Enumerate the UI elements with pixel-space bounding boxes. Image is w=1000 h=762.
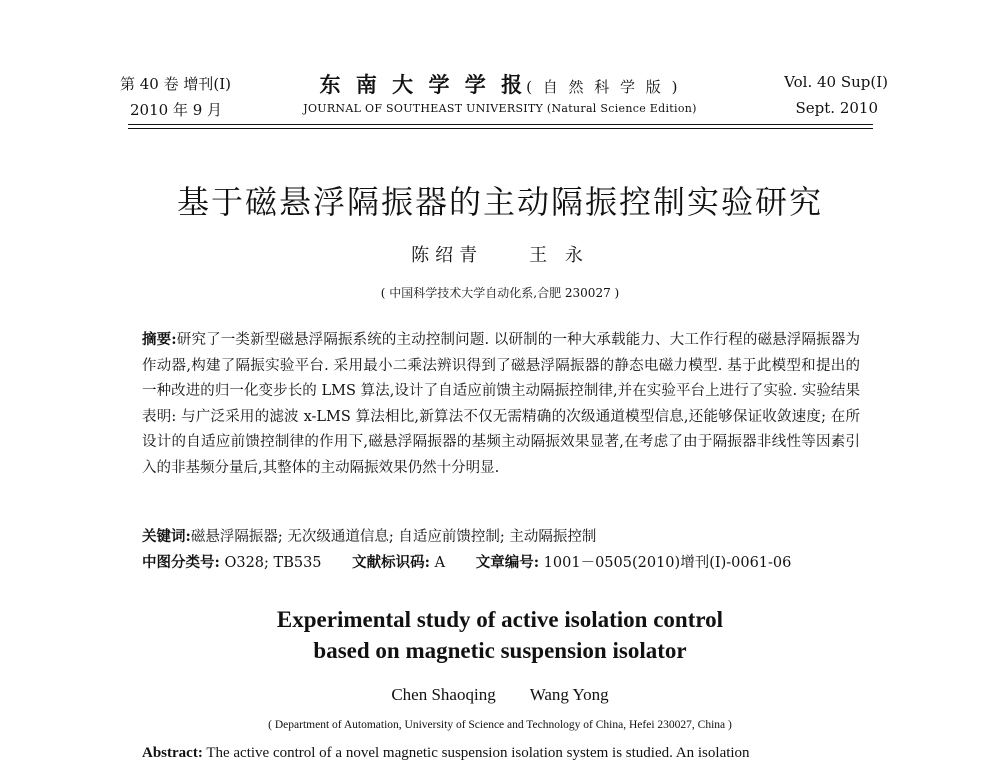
- keywords-zh-text: 磁悬浮隔振器; 无次级通道信息; 自适应前馈控制; 主动隔振控制: [190, 529, 597, 545]
- journal-edition-zh: ( 自 然 科 学 版 ): [526, 78, 681, 96]
- keywords-zh: [142, 525, 860, 546]
- paper-title-en-line2: based on magnetic suspension isolator: [313, 638, 687, 663]
- author-zh-1: 陈绍青: [411, 245, 484, 266]
- abstract-zh: [142, 327, 860, 481]
- journal-title-en: JOURNAL OF SOUTHEAST UNIVERSITY (Natural Science Edition): [303, 102, 697, 115]
- abstract-en-label: Abstract:: [142, 745, 203, 761]
- classification-line: [142, 551, 902, 572]
- article-number-value: 1001－0505(2010)增刊(Ⅰ)-0061-06: [543, 555, 792, 571]
- author-zh-2: 王 永: [529, 245, 589, 266]
- paper-title-en: [0, 604, 1000, 666]
- clc-label: 中图分类号:: [142, 554, 220, 571]
- volume-en: Vol. 40 Sup(Ⅰ): [784, 73, 888, 91]
- abstract-en: [142, 745, 862, 762]
- clc-value: O328; TB535: [224, 555, 322, 571]
- paper-title-zh: 基于磁悬浮隔振器的主动隔振控制实验研究: [176, 183, 823, 221]
- keywords-zh-label: 关键词:: [142, 528, 191, 545]
- affiliation-zh: ( 中国科学技术大学自动化系,合肥 230027 ): [380, 286, 620, 300]
- abstract-zh-text: 研究了一类新型磁悬浮隔振系统的主动控制问题. 以研制的一种大承载能力、大工作行程的磁悬浮隔振器为作动器,构建了隔振实验平台. 采用最小二乘法辨识得到了磁悬浮隔振器的静态电磁力模型. 基于此模型和提出的一种改进的归一化变步长的 LMS 算法,设计了自适应前馈主动隔振控制律,并在实验平台上进行了实验. 实验结果表明: 与广泛采用的滤波 x-LMS 算法相比,新算法不仅无需精确的次级通道模型信息,还能够保证收敛速度; 在所设计的自适应前馈控制律的作用下,磁悬浮隔振器的基频主动隔振效果显著,在考虑了由于隔振器非线性等因素引入的非基频分量后,其整体的主动隔振效果仍然十分明显.: [142, 332, 860, 476]
- volume-zh: 第 40 卷 增刊(Ⅰ): [120, 75, 232, 93]
- affiliation-en: ( Department of Automation, University of Science and Technology of China, Hefei 230027, China ): [268, 719, 732, 731]
- abstract-zh-label: 摘要:: [142, 331, 177, 348]
- doc-code-label: 文献标识码:: [352, 554, 430, 571]
- authors-en: [0, 685, 1000, 705]
- header-rule-bottom: [128, 128, 873, 129]
- article-number-label: 文章编号:: [475, 554, 540, 571]
- authors-zh: [0, 241, 1000, 267]
- author-en-1: Chen Shaoqing: [391, 685, 496, 704]
- paper-title-en-line1: Experimental study of active isolation control: [276, 607, 724, 632]
- abstract-en-text: The active control of a novel magnetic suspension isolation system is studied. An isolation: [206, 745, 750, 761]
- date-en: Sept. 2010: [795, 99, 878, 117]
- date-zh: 2010 年 9 月: [130, 101, 223, 119]
- header-rule-top: [128, 124, 873, 125]
- author-en-2: Wang Yong: [529, 685, 609, 704]
- journal-name-zh: 东 南 大 学 学 报: [319, 72, 527, 97]
- doc-code-value: A: [434, 555, 446, 571]
